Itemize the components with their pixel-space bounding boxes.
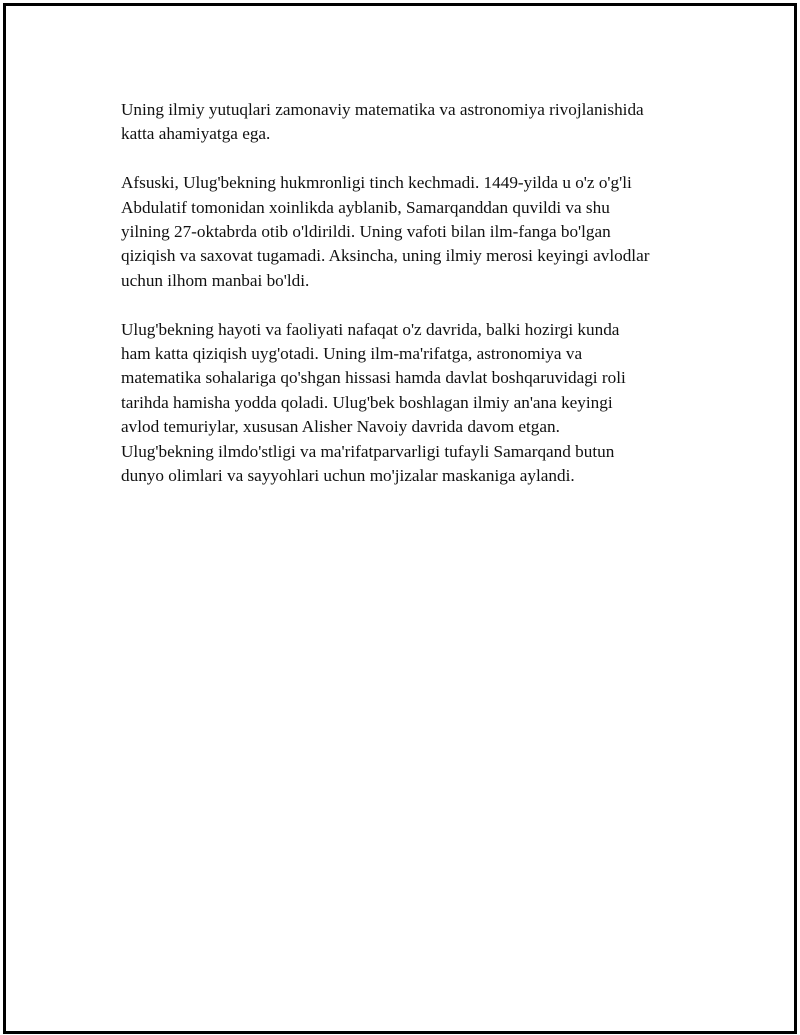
document-body [121,98,711,513]
paragraph-2: Afsuski, Ulug'bekning hukmronligi tinch kechmadi. 1449-yilda u o'z o'g'li Abdulatif tomonidan xoinlikda ayblanib, Samarqanddan quvildi va shu yilning 27-oktabrda otib o'ldirildi. Uning vafoti bilan ilm-fanga bo'lgan qiziqish va saxovat tugamadi. Aksincha, uning ilmiy merosi keyingi avlodlar uchun ilhom manbai bo'ldi. [121,173,650,290]
paragraph-3: Ulug'bekning hayoti va faoliyati nafaqat o'z davrida, balki hozirgi kunda ham katta qiziqish uyg'otadi. Uning ilm-ma'rifatga, astronomiya va matematika sohalariga qo'shgan hissasi hamda davlat boshqaruvidagi roli tarihda hamisha yodda qoladi. Ulug'bek boshlagan ilmiy an'ana keyingi avlod temuriylar, xususan Alisher Navoiy davrida davom etgan. Ulug'bekning ilmdo'stligi va ma'rifatparvarligi tufayli Samarqand butun dunyo olimlari va sayyohlari uchun mo'jizalar maskaniga aylandi. [121,319,626,486]
paragraph-1: Uning ilmiy yutuqlari zamonaviy matematika va astronomiya rivojlanishida katta ahamiyatga ega. [121,100,644,144]
page-frame [3,3,797,1034]
